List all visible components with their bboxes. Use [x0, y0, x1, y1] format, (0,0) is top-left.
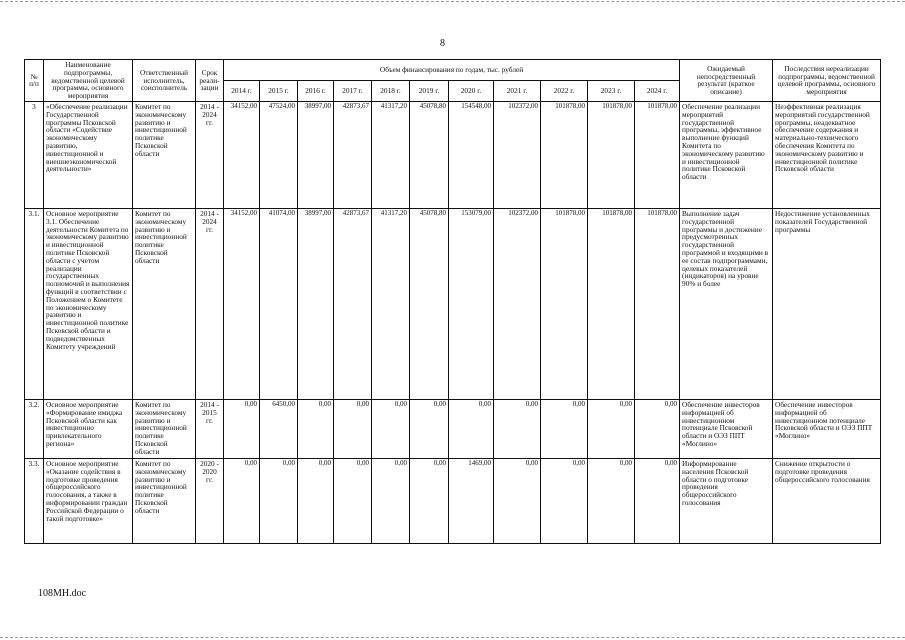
- row-responsible: Комитет по экономическому развитию и инвестиционной политике Псковской области: [133, 101, 196, 208]
- header-year: 2015 г.: [260, 80, 298, 101]
- row-value: 1469,00: [449, 458, 494, 543]
- row-value: 0,00: [635, 458, 680, 543]
- row-value: 0,00: [588, 399, 635, 458]
- row-value: 0,00: [494, 458, 541, 543]
- row-consequence: Обеспечение инвесторов информацией об инвестиционном потенциале Псковской области и ОЭЗ ППТ «Моглино»: [773, 399, 881, 458]
- row-value: 42873,67: [334, 101, 372, 208]
- row-value: 0,00: [494, 399, 541, 458]
- row-result: Обеспечение реализации мероприятий государственной программы, эффективное выполнение функций Комитета по экономическому развитию и инвестиционной политике Псковской области: [680, 101, 773, 208]
- row-value: 0,00: [410, 399, 449, 458]
- row-value: 34152,00: [224, 101, 260, 208]
- row-name: «Обеспечение реализации Государственной программы Псковской области «Содействие экономическому развитию, инвестиционной и внешнеэкономической деятельности»: [44, 101, 133, 208]
- row-value: 102372,00: [494, 208, 541, 399]
- row-value: 45078,80: [410, 101, 449, 208]
- row-number: 3.3.: [25, 458, 44, 543]
- header-result: Ожидаемый непосредственный результат (краткое описание): [680, 60, 773, 102]
- row-value: 0,00: [224, 458, 260, 543]
- row-value: 0,00: [541, 458, 588, 543]
- row-value: 0,00: [298, 458, 334, 543]
- row-value: 38997,00: [298, 208, 334, 399]
- row-value: 38997,00: [298, 101, 334, 208]
- row-responsible: Комитет по экономическому развитию и инвестиционной политике Псковской области: [133, 399, 196, 458]
- row-responsible: Комитет по экономическому развитию и инвестиционной политике Псковской области: [133, 458, 196, 543]
- row-value: 0,00: [372, 458, 410, 543]
- scan-bottom-edge: [0, 637, 905, 639]
- row-value: 0,00: [635, 399, 680, 458]
- row-consequence: Неэффективная реализация мероприятий государственной программы, неадекватное обеспечение содержания и материально-технического обеспечения Комитета по экономическому развитию и инвестиционной политике Псковской области: [773, 101, 881, 208]
- row-value: 0,00: [588, 458, 635, 543]
- row-number: 3.2.: [25, 399, 44, 458]
- row-value: 0,00: [372, 399, 410, 458]
- header-year: 2022 г.: [541, 80, 588, 101]
- row-number: 3: [25, 101, 44, 208]
- row-value: 45078,80: [410, 208, 449, 399]
- table-row: [25, 399, 881, 458]
- header-consequence: Последствия нереализации подпрограммы, ведомственной целевой программы, основного мероприятия: [773, 60, 881, 102]
- header-year: 2016 г.: [298, 80, 334, 101]
- row-term: 2014 - 2024 гг.: [196, 101, 224, 208]
- header-year: 2023 г.: [588, 80, 635, 101]
- page-number: 8: [440, 38, 445, 49]
- row-value: 41317,20: [372, 208, 410, 399]
- header-year: 2021 г.: [494, 80, 541, 101]
- row-consequence: Недостижение установленных показателей Государственной программы: [773, 208, 881, 399]
- table-row: [25, 101, 881, 208]
- row-value: 0,00: [541, 399, 588, 458]
- row-value: 101878,00: [588, 101, 635, 208]
- row-value: 0,00: [260, 458, 298, 543]
- row-value: 41074,00: [260, 208, 298, 399]
- row-value: 47524,00: [260, 101, 298, 208]
- row-value: 42873,67: [334, 208, 372, 399]
- row-value: 0,00: [334, 458, 372, 543]
- row-value: 101878,00: [635, 208, 680, 399]
- row-result: Выполнение задач государственной программы и достижение предусмотренных государственной программой и входящими в ее состав подпрограммами, целевых показателей (индикаторов) на уровне 90% и более: [680, 208, 773, 399]
- row-value: 154548,00: [449, 101, 494, 208]
- header-row-1: [25, 60, 881, 81]
- header-name: Наименование подпрограммы, ведомственной целевой программы, основного мероприятия: [44, 60, 133, 102]
- table-row: [25, 458, 881, 543]
- header-volume: Объем финансирования по годам, тыс. рублей: [224, 60, 680, 81]
- row-value: 101878,00: [541, 208, 588, 399]
- row-name: Основное мероприятие 3.1. Обеспечение деятельности Комитета по экономическому развитию и инвестиционной политике Псковской области с учетом реализации государственных полномочий и выполнения функций в соответствии с Положением о Комитете по экономическому развитию и инвестиционной политике Псковской области и подведомственных Комитету учреждений: [44, 208, 133, 399]
- row-number: 3.1.: [25, 208, 44, 399]
- row-responsible: Комитет по экономическому развитию и инвестиционной политике Псковской области: [133, 208, 196, 399]
- header-year: 2019 г.: [410, 80, 449, 101]
- row-value: 0,00: [334, 399, 372, 458]
- row-term: 2020 - 2020 гг.: [196, 458, 224, 543]
- row-value: 153079,00: [449, 208, 494, 399]
- row-consequence: Снижение открытости о подготовке проведения общероссийского голосования: [773, 458, 881, 543]
- row-value: 6450,00: [260, 399, 298, 458]
- row-value: 101878,00: [588, 208, 635, 399]
- row-value: 0,00: [410, 458, 449, 543]
- header-no: № п/п: [25, 60, 44, 102]
- row-value: 0,00: [449, 399, 494, 458]
- header-year: 2014 г.: [224, 80, 260, 101]
- row-result: Обеспечение инвесторов информацией об инвестиционном потенциале Псковской области и ОЭЗ ППТ «Моглино»: [680, 399, 773, 458]
- row-name: Основное мероприятие «Оказание содействия в подготовке проведения общероссийского голосования, а также в информировании граждан Российской Федерации о такой подготовке»: [44, 458, 133, 543]
- financing-table: [24, 59, 881, 544]
- header-term: Срок реали-зации: [196, 60, 224, 102]
- header-year: 2020 г.: [449, 80, 494, 101]
- row-result: Информирование населения Псковской области о подготовке проведения общероссийского голосования: [680, 458, 773, 543]
- header-year: 2017 г.: [334, 80, 372, 101]
- header-responsible: Ответственный исполнитель, соисполнитель: [133, 60, 196, 102]
- row-value: 0,00: [224, 399, 260, 458]
- row-name: Основное мероприятие «Формирование имиджа Псковской области как инвестиционно привлекательного региона»: [44, 399, 133, 458]
- row-value: 34152,00: [224, 208, 260, 399]
- row-term: 2014 - 2015 гг.: [196, 399, 224, 458]
- table-row: [25, 208, 881, 399]
- row-value: 102372,00: [494, 101, 541, 208]
- row-value: 101878,00: [635, 101, 680, 208]
- row-term: 2014 - 2024 гг.: [196, 208, 224, 399]
- row-value: 101878,00: [541, 101, 588, 208]
- row-value: 41317,20: [372, 101, 410, 208]
- header-year: 2018 г.: [372, 80, 410, 101]
- scan-top-edge: [0, 1, 905, 3]
- header-year: 2024 г.: [635, 80, 680, 101]
- document-filename: 108MH.doc: [38, 588, 87, 599]
- row-value: 0,00: [298, 399, 334, 458]
